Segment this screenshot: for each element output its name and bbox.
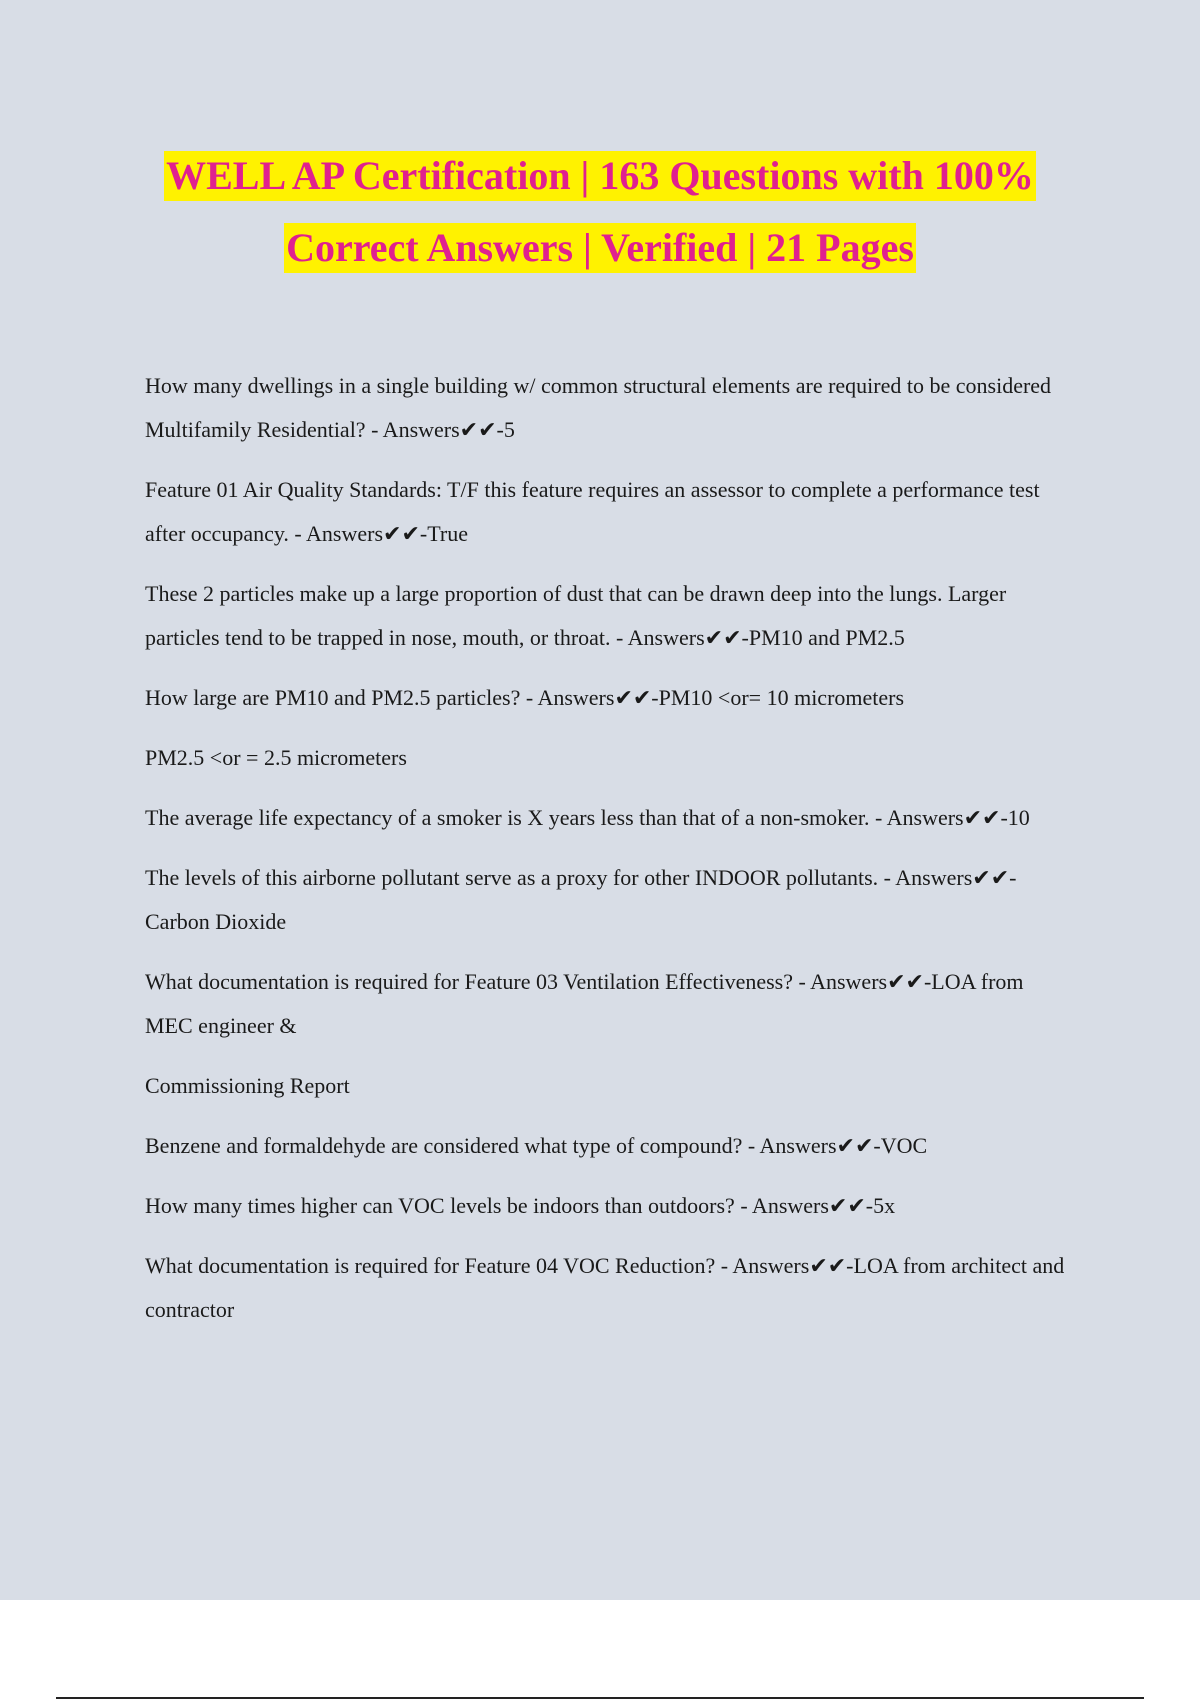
qa-item: How large are PM10 and PM2.5 particles? - Answers✔✔-PM10 <or= 10 micrometers [145, 685, 905, 710]
qa-item: Commissioning Report [145, 1073, 350, 1098]
title-line-2: Correct Answers | Verified | 21 Pages [284, 223, 916, 273]
qa-item: How many dwellings in a single building w/ common structural elements are required to be considered Multifamily Residential? - Answers✔✔-5 [145, 373, 1052, 442]
qa-item: The levels of this airborne pollutant serve as a proxy for other INDOOR pollutants. - Answers✔✔-Carbon Dioxide [145, 865, 1017, 934]
qa-item: What documentation is required for Feature 03 Ventilation Effectiveness? - Answers✔✔-LOA from MEC engineer & [145, 969, 1024, 1038]
qa-item: The average life expectancy of a smoker is X years less than that of a non-smoker. - Answers✔✔-10 [145, 805, 1030, 830]
qa-item: Feature 01 Air Quality Standards: T/F this feature requires an assessor to complete a performance test after occupancy. - Answers✔✔-True [145, 477, 1040, 546]
qa-item: PM2.5 <or = 2.5 micrometers [145, 745, 407, 770]
document-title [0, 140, 1200, 284]
title-line-1: WELL AP Certification | 163 Questions with 100% [164, 151, 1036, 201]
footer-divider [56, 1697, 1144, 1699]
qa-item: Benzene and formaldehyde are considered what type of compound? - Answers✔✔-VOC [145, 1133, 928, 1158]
qa-list [145, 364, 1070, 1348]
qa-item: How many times higher can VOC levels be indoors than outdoors? - Answers✔✔-5x [145, 1193, 896, 1218]
qa-item: These 2 particles make up a large proportion of dust that can be drawn deep into the lungs. Larger particles tend to be trapped in nose, mouth, or throat. - Answers✔✔-PM10 and PM2.5 [145, 581, 1007, 650]
qa-item: What documentation is required for Feature 04 VOC Reduction? - Answers✔✔-LOA from architect and contractor [145, 1253, 1065, 1322]
